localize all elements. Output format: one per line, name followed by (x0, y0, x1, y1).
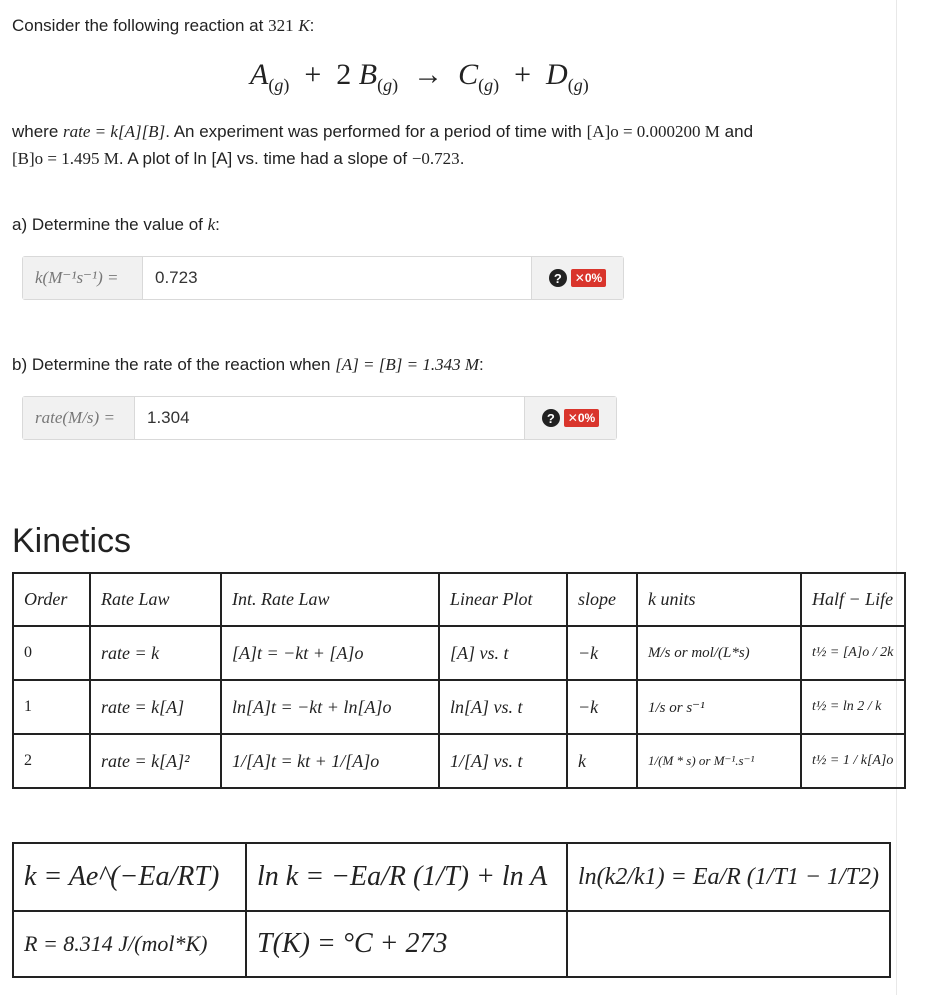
answer-a-label: k(M⁻¹s⁻¹) = (23, 257, 143, 299)
plot-cell: 1/[A] vs. t (439, 734, 567, 788)
header-cell: Order (13, 573, 90, 626)
k-units-cell: M/s or mol/(L*s) (637, 626, 801, 680)
header-cell: Linear Plot (439, 573, 567, 626)
plot-cell: [A] vs. t (439, 626, 567, 680)
int-law-cell: ln[A]t = −kt + ln[A]o (221, 680, 439, 734)
slope-cell: −k (567, 626, 637, 680)
plot-cell: ln[A] vs. t (439, 680, 567, 734)
header-cell: k units (637, 573, 801, 626)
gas-constant: R = 8.314 J/(mol*K) (13, 911, 246, 977)
answer-b-controls (524, 397, 616, 439)
right-scroll-rail (896, 0, 928, 995)
rate-law-cell: rate = k (90, 626, 221, 680)
rate-law-cell: rate = k[A]² (90, 734, 221, 788)
empty-cell (567, 911, 890, 977)
reaction-equation: $A_{(g)} + 2$ $B_{(g)} \to C_{(g)} + D_{(g)}$ (250, 58, 589, 95)
part-b-prompt: b) Determine the rate of the reaction when [A] = [B] = 1.343 M: (12, 355, 484, 374)
help-icon[interactable]: ? (549, 269, 567, 287)
slope-cell: k (567, 734, 637, 788)
rate-expression: rate = k[A][B] (63, 122, 166, 141)
arrhenius-equation: k = Ae^(−Ea/RT) (13, 843, 246, 911)
temperature-conversion: T(K) = °C + 273 (246, 911, 567, 977)
kinetics-table (12, 572, 906, 789)
question-intro: Consider the following reaction at 321 K: (12, 16, 315, 35)
k-units-cell: 1/(M * s) or M⁻¹.s⁻¹ (637, 734, 801, 788)
initial-a: [A]o = 0.000200 M (586, 122, 720, 141)
half-life-cell: t½ = ln 2 / k (801, 680, 905, 734)
half-life-cell: t½ = [A]o / 2k (801, 626, 905, 680)
half-life-cell: t½ = 1 / k[A]o (801, 734, 905, 788)
int-law-cell: 1/[A]t = kt + 1/[A]o (221, 734, 439, 788)
table-header-row (13, 573, 905, 626)
table-row (13, 734, 905, 788)
slope-value: −0.723 (411, 149, 460, 168)
answer-a-controls (531, 257, 623, 299)
score-badge: ✕0% (564, 409, 599, 427)
answer-b-label: rate(M/s) = (23, 397, 135, 439)
equations-row (13, 843, 890, 911)
order-cell: 1 (13, 680, 90, 734)
order-cell: 2 (13, 734, 90, 788)
header-cell: Rate Law (90, 573, 221, 626)
table-row (13, 680, 905, 734)
slope-cell: −k (567, 680, 637, 734)
help-icon[interactable]: ? (542, 409, 560, 427)
header-cell: Half − Life (801, 573, 905, 626)
answer-b-input[interactable]: 1.304 (147, 408, 190, 427)
answer-b-field (22, 396, 617, 440)
int-law-cell: [A]t = −kt + [A]o (221, 626, 439, 680)
question-paragraph: where rate = k[A][B]. An experiment was performed for a period of time with [A]o = 0.000200 M and [B]o = 1.495 M. A plot of ln [A] vs. time had a slope of −0.723. (12, 122, 754, 168)
part-a-prompt: a) Determine the value of k: (12, 215, 220, 234)
score-badge: ✕0% (571, 269, 606, 287)
header-cell: slope (567, 573, 637, 626)
equations-table (12, 842, 891, 978)
two-point-equation: ln(k2/k1) = Ea/R (1/T1 − 1/T2) (567, 843, 890, 911)
equations-row (13, 911, 890, 977)
answer-a-field (22, 256, 624, 300)
ln-k-equation: ln k = −Ea/R (1/T) + ln A (246, 843, 567, 911)
k-units-cell: 1/s or s⁻¹ (637, 680, 801, 734)
kinetics-heading: Kinetics (12, 522, 132, 560)
initial-b: [B]o = 1.495 M (12, 149, 119, 168)
table-row (13, 626, 905, 680)
rate-law-cell: rate = k[A] (90, 680, 221, 734)
order-cell: 0 (13, 626, 90, 680)
answer-a-input[interactable]: 0.723 (155, 268, 198, 287)
header-cell: Int. Rate Law (221, 573, 439, 626)
